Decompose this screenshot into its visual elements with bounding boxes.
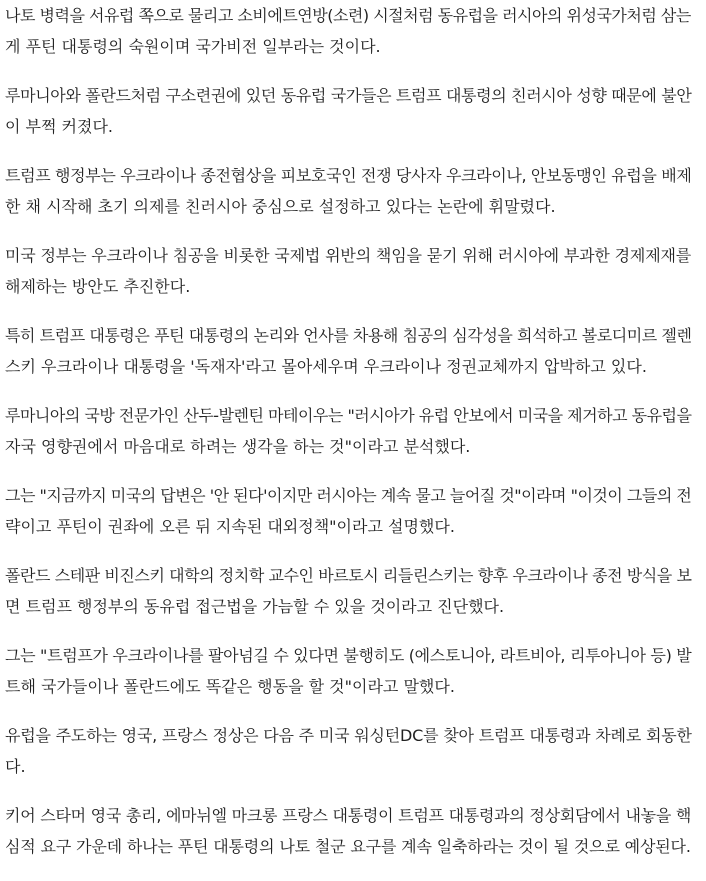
- article-paragraph: [5, 80, 694, 142]
- text-line: 키어 스타머 영국 총리, 에마뉘엘 마크롱 프랑스 대통령이 트럼프 대통령과의 정상회담에서 내놓을 핵: [5, 806, 692, 825]
- text-line: 미국 정부는 우크라이나 침공을 비롯한 국제법 위반의 책임을 묻기 위해 러시아에 부과한 경제제재를: [5, 246, 692, 265]
- text-line: 트럼프 행정부는 우크라이나 종전협상을 피보호국인 전쟁 당사자 우크라이나, 안보동맹인 유럽을 배제: [5, 166, 692, 185]
- article-paragraph: [5, 800, 694, 862]
- text-line: 략이고 푸틴이 권좌에 오른 뒤 지속된 대외정책"이라고 설명했다.: [5, 517, 455, 536]
- article-paragraph: [5, 400, 694, 462]
- article-paragraph: [5, 480, 694, 542]
- text-line: 그는 "트럼프가 우크라이나를 팔아넘길 수 있다면 불행히도 (에스토니아, 라트비아, 리투아니아 등) 발: [5, 646, 692, 665]
- text-line: 나토 병력을 서유럽 쪽으로 물리고 소비에트연방(소련) 시절처럼 동유럽을 러시아의 위성국가처럼 삼는: [5, 6, 691, 25]
- text-line: 자국 영향권에서 마음대로 하려는 생각을 하는 것"이라고 분석했다.: [5, 437, 471, 456]
- text-line: 특히 트럼프 대통령은 푸틴 대통령의 논리와 언사를 차용해 침공의 심각성을 희석하고 볼로디미르 젤렌: [5, 326, 692, 345]
- text-line: 한 채 시작해 초기 의제를 친러시아 중심으로 설정하고 있다는 논란에 휘말렸다.: [5, 197, 556, 216]
- text-line: 다.: [5, 757, 26, 776]
- text-line: 루마니아와 폴란드처럼 구소련권에 있던 동유럽 국가들은 트럼프 대통령의 친러시아 성향 때문에 불안: [5, 86, 692, 105]
- article-paragraph: [5, 640, 694, 702]
- text-line: 폴란드 스테판 비진스키 대학의 정치학 교수인 바르토시 리들린스키는 향후 우크라이나 종전 방식을 보: [5, 566, 692, 585]
- article-paragraph: [5, 160, 694, 222]
- text-line: 루마니아의 국방 전문가인 산두-발렌틴 마테이우는 "러시아가 유럽 안보에서 미국을 제거하고 동유럽을: [5, 406, 692, 425]
- text-line: 트해 국가들이나 폴란드에도 똑같은 행동을 할 것"이라고 말했다.: [5, 677, 455, 696]
- text-line: 이 부쩍 커졌다.: [5, 117, 113, 136]
- text-line: 스키 우크라이나 대통령을 '독재자'라고 몰아세우며 우크라이나 정권교체까지 압박하고 있다.: [5, 357, 647, 376]
- text-line: 해제하는 방안도 추진한다.: [5, 277, 191, 296]
- text-line: 게 푸틴 대통령의 숙원이며 국가비전 일부라는 것이다.: [5, 37, 381, 56]
- text-line: 그는 "지금까지 미국의 답변은 '안 된다'이지만 러시아는 계속 물고 늘어질 것"이라며 "이것이 그들의 전: [5, 486, 692, 505]
- article-paragraph: [5, 720, 694, 782]
- article-paragraph: [5, 240, 694, 302]
- article-paragraph: [5, 560, 694, 622]
- article-paragraph: [5, 320, 694, 382]
- text-line: 면 트럼프 행정부의 동유럽 접근법을 가늠할 수 있을 것이라고 진단했다.: [5, 597, 505, 616]
- text-line: 유럽을 주도하는 영국, 프랑스 정상은 다음 주 미국 워싱턴DC를 찾아 트럼프 대통령과 차례로 회동한: [5, 726, 692, 745]
- text-line: 심적 요구 가운데 하나는 푸틴 대통령의 나토 철군 요구를 계속 일축하라는 것이 될 것으로 예상된다.: [5, 837, 691, 856]
- article-paragraph: [5, 0, 694, 62]
